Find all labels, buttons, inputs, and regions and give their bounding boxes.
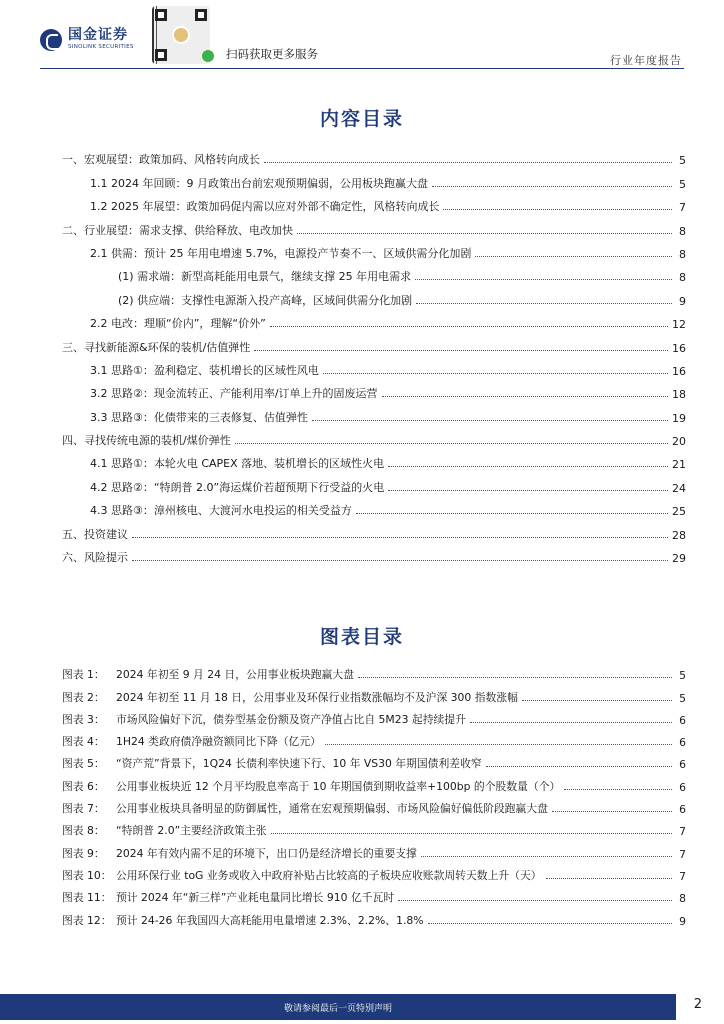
qr-code-icon[interactable]: [152, 6, 210, 64]
toc-entry-page: 8: [679, 247, 686, 261]
toc-leader-dots: [382, 396, 668, 397]
toc-leader-dots: [415, 279, 672, 280]
figure-entry-number: 图表 1：: [62, 668, 105, 682]
toc-entry-page: 12: [672, 318, 686, 332]
toc-entry-label: 1.2 2025 年展望：政策加码促内需以应对外部不确定性，风格转向成长: [90, 200, 440, 214]
figure-leader-dots: [398, 900, 672, 901]
toc-leader-dots: [443, 209, 672, 210]
page-header: [0, 0, 724, 70]
toc-leader-dots: [132, 537, 668, 538]
toc-entry-label: 三、寻找新能源&环保的装机/估值弹性: [62, 340, 251, 354]
toc-entry[interactable]: [62, 542, 686, 565]
figure-leader-dots: [470, 722, 672, 723]
toc-leader-dots: [297, 233, 672, 234]
figure-entry-number: 图表 4：: [62, 735, 105, 749]
toc-entry[interactable]: [62, 495, 686, 518]
figure-leader-dots: [546, 878, 672, 879]
toc-entry[interactable]: [62, 471, 686, 494]
toc-entry-page: 8: [679, 224, 686, 238]
toc-leader-dots: [235, 443, 668, 444]
figure-entry-label: “资产荒”背景下，1Q24 长债利率快速下行、10 年 VS30 年期国债利差收窄: [116, 757, 482, 771]
figure-entry-number: 图表 6：: [62, 779, 105, 793]
figure-entry-page: 5: [679, 691, 686, 705]
toc-entry-label: 六、风险提示: [62, 551, 128, 565]
figure-leader-dots: [522, 700, 672, 701]
report-type-label: 行业年度报告: [610, 54, 682, 67]
toc-entry[interactable]: [62, 144, 686, 167]
figure-entry-label: 2024 年有效内需不足的环境下，出口仍是经济增长的重要支撑: [116, 846, 417, 860]
toc-entry[interactable]: [62, 448, 686, 471]
toc-leader-dots: [388, 490, 668, 491]
toc-entry-page: 5: [679, 154, 686, 168]
figure-entry-number: 图表 12：: [62, 913, 112, 927]
figures-title: 图表目录: [319, 626, 404, 648]
toc-entry-page: 19: [672, 411, 686, 425]
toc-entry-page: 7: [679, 201, 686, 215]
logo-name-en: SINOLINK SECURITIES: [68, 44, 134, 50]
toc-entry-page: 28: [672, 528, 686, 542]
table-of-contents: [62, 144, 686, 565]
figure-leader-dots: [358, 677, 672, 678]
toc-leader-dots: [356, 513, 668, 514]
logo-icon: [40, 29, 62, 51]
toc-entry[interactable]: [62, 518, 686, 541]
brand-logo: [40, 28, 134, 51]
figure-entry-page: 9: [679, 914, 686, 928]
toc-leader-dots: [254, 350, 668, 351]
figure-entry-number: 图表 3：: [62, 712, 105, 726]
toc-entry[interactable]: [62, 284, 686, 307]
toc-entry[interactable]: [62, 425, 686, 448]
figure-entry-label: 预计 2024 年“新三样”产业耗电量同比增长 910 亿千瓦时: [116, 891, 395, 905]
toc-entry-page: 20: [672, 435, 686, 449]
toc-entry-page: 29: [672, 552, 686, 566]
toc-entry-page: 5: [679, 177, 686, 191]
figure-entry-label: 市场风险偏好下沉，债券型基金份额及资产净值占比自 5M23 起持续提升: [116, 712, 466, 726]
figure-entry-label: 2024 年初至 11 月 18 日，公用事业及环保行业指数涨幅均不及沪深 300 指数涨幅: [116, 690, 518, 704]
figure-entry-page: 6: [679, 758, 686, 772]
figure-entry[interactable]: [62, 771, 686, 793]
figure-leader-dots: [564, 789, 672, 790]
toc-leader-dots: [264, 162, 672, 163]
figure-entry-label: 公用事业板块具备明显的防御属性，通常在宏观预期偏弱、市场风险偏好偏低阶段跑赢大盘: [116, 802, 548, 816]
figure-entry-label: 1H24 类政府债净融资额同比下降（亿元）: [116, 735, 321, 749]
contents-title: 内容目录: [319, 108, 404, 130]
figure-entry[interactable]: [62, 682, 686, 704]
figure-entry[interactable]: [62, 883, 686, 905]
toc-entry[interactable]: [62, 214, 686, 237]
figure-leader-dots: [486, 766, 672, 767]
figure-entry[interactable]: [62, 705, 686, 727]
toc-leader-dots: [416, 303, 672, 304]
toc-entry-page: 9: [679, 294, 686, 308]
toc-entry-label: 1.1 2024 年回顾：9 月政策出台前宏观预期偏弱，公用板块跑赢大盘: [90, 176, 428, 190]
toc-entry-label: 4.2 思路②：“特朗普 2.0”海运煤价若超预期下行受益的火电: [90, 480, 385, 494]
toc-leader-dots: [475, 256, 672, 257]
figure-entry-page: 6: [679, 713, 686, 727]
logo-name-cn: 国金证券: [68, 27, 128, 43]
figure-entry[interactable]: [62, 660, 686, 682]
toc-leader-dots: [132, 560, 668, 561]
toc-entry-page: 16: [672, 341, 686, 355]
footer-disclaimer: 敬请参阅最后一页特别声明: [283, 1004, 392, 1014]
figure-entry[interactable]: [62, 861, 686, 883]
figure-entry-number: 图表 7：: [62, 802, 105, 816]
toc-leader-dots: [388, 466, 668, 467]
toc-leader-dots: [323, 373, 668, 374]
figure-entry-number: 图表 5：: [62, 757, 105, 771]
figure-entry-label: 预计 24-26 年我国四大高耗能用电量增速 2.3%、2.2%、1.8%: [116, 913, 424, 927]
figure-entry-label: 2024 年初至 9 月 24 日，公用事业板块跑赢大盘: [116, 668, 354, 682]
toc-entry-label: 3.2 思路②：现金流转正、产能利用率/订单上升的固废运营: [90, 387, 378, 401]
toc-entry-page: 8: [679, 271, 686, 285]
toc-entry-label: 五、投资建议: [62, 527, 128, 541]
figure-entry-page: 7: [679, 847, 686, 861]
toc-entry-label: 4.1 思路①：本轮火电 CAPEX 落地、装机增长的区域性火电: [90, 457, 385, 471]
figure-entry-page: 7: [679, 825, 686, 839]
toc-entry[interactable]: [62, 355, 686, 378]
figure-leader-dots: [428, 923, 672, 924]
figure-entry-number: 图表 9：: [62, 846, 105, 860]
wechat-icon: [202, 50, 214, 62]
figure-entry-page: 6: [679, 780, 686, 794]
toc-entry-label: 2.1 供需：预计 25 年用电增速 5.7%，电源投产节奏不一、区域供需分化加剧: [90, 246, 472, 260]
figure-entry[interactable]: [62, 794, 686, 816]
figure-entry-page: 7: [679, 869, 686, 883]
figure-leader-dots: [325, 744, 672, 745]
figure-entry[interactable]: [62, 816, 686, 838]
page-number: 2: [693, 997, 702, 1012]
toc-entry-page: 25: [672, 505, 686, 519]
toc-entry-label: 四、寻找传统电源的装机/煤价弹性: [62, 434, 231, 448]
toc-entry[interactable]: [62, 191, 686, 214]
toc-entry-page: 21: [672, 458, 686, 472]
toc-leader-dots: [312, 420, 668, 421]
toc-entry[interactable]: [62, 167, 686, 190]
toc-entry-label: 2.2 电改：理顺“价内”，理解“价外”: [90, 317, 266, 331]
toc-entry-page: 24: [672, 481, 686, 495]
list-of-figures: [62, 660, 686, 928]
toc-entry[interactable]: [62, 261, 686, 284]
figure-entry-page: 6: [679, 803, 686, 817]
scan-service-text: 扫码获取更多服务: [226, 47, 318, 61]
toc-entry-label: (2) 供应端：支撑性电源渐入投产高峰，区域间供需分化加剧: [118, 293, 413, 307]
toc-entry[interactable]: [62, 378, 686, 401]
toc-entry-label: 一、宏观展望：政策加码、风格转向成长: [62, 153, 260, 167]
toc-entry-page: 16: [672, 364, 686, 378]
figure-entry[interactable]: [62, 727, 686, 749]
figure-entry-number: 图表 8：: [62, 824, 105, 838]
figure-entry[interactable]: [62, 749, 686, 771]
toc-entry[interactable]: [62, 238, 686, 261]
figure-entry-label: 公用环保行业 toG 业务或收入中政府补贴占比较高的子板块应收账款周转天数上升（天）: [116, 868, 542, 882]
toc-entry-page: 18: [672, 388, 686, 402]
figure-leader-dots: [421, 856, 672, 857]
figure-leader-dots: [552, 811, 672, 812]
figure-entry-number: 图表 10：: [62, 868, 112, 882]
toc-leader-dots: [432, 186, 672, 187]
figure-entry-label: 公用事业板块近 12 个月平均股息率高于 10 年期国债到期收益率+100bp 的个股数量（个）: [116, 779, 561, 793]
figure-entry-page: 6: [679, 736, 686, 750]
toc-entry-label: 二、行业展望：需求支撑、供给释放、电改加快: [62, 223, 293, 237]
toc-entry[interactable]: [62, 401, 686, 424]
figure-entry-page: 5: [679, 669, 686, 683]
figure-entry[interactable]: [62, 838, 686, 860]
figure-entry-label: “特朗普 2.0”主要经济政策主张: [116, 824, 267, 838]
toc-entry-label: (1) 需求端：新型高耗能用电景气，继续支撑 25 年用电需求: [118, 270, 412, 284]
toc-entry[interactable]: [62, 331, 686, 354]
figure-entry-number: 图表 11：: [62, 891, 112, 905]
figure-entry[interactable]: [62, 905, 686, 927]
figure-entry-number: 图表 2：: [62, 690, 105, 704]
toc-leader-dots: [270, 326, 668, 327]
toc-entry-label: 4.3 思路③：漳州核电、大渡河水电投运的相关受益方: [90, 504, 352, 518]
figure-entry-page: 8: [679, 892, 686, 906]
header-divider: [40, 68, 684, 69]
toc-entry[interactable]: [62, 308, 686, 331]
toc-entry-label: 3.3 思路③：化债带来的三表修复、估值弹性: [90, 410, 308, 424]
toc-entry-label: 3.1 思路①：盈利稳定、装机增长的区域性风电: [90, 363, 319, 377]
figure-leader-dots: [271, 833, 672, 834]
